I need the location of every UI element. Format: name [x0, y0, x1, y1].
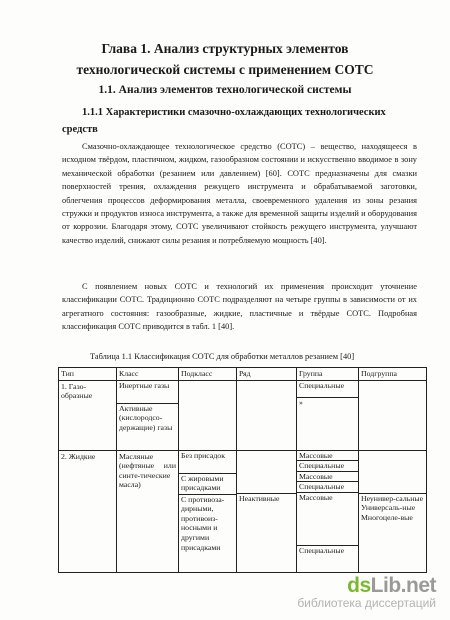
body-paragraph-1: Смазочно-охлаждающее технологическое средство (СОТС) – вещество, находящееся в исходном твёрдом, пластичном, жидком, газообразном состоянии и искусственно вводимое в зону механической обработки (резанием или давлением) [60]. СОТС предназначены для смазки поверхностей трения, охлаждения режущего инструмента и обрабатываемой заготовки, облегчения процессов деформирования металла, своевременного удаления из зоны резания стружки и продуктов износа инструмента, а также для временной защиты изделий и оборудования от коррозии. Благодаря этому, СОТС увеличивают стойкость режущего инструмента, улучшают качество изделий, снижают силы резания и потребляемую мощность [40]. — [62, 142, 417, 245]
table-header-cell: Подкласс — [179, 368, 237, 381]
table-cell: Неактивные — [237, 450, 297, 572]
classification-table — [58, 367, 427, 573]
table-caption: Таблица 1.1 Классификация СОТС для обработки металлов резанием [40] — [90, 352, 355, 361]
table-cell: Без присадок С жировыми присадками С противоза-дирными, противоиз-носными и другими присадками — [179, 450, 237, 572]
chapter-title — [0, 38, 450, 80]
table-header-cell: Подгруппа — [359, 368, 427, 381]
table-header-cell: Ряд — [237, 368, 297, 381]
table-row — [59, 450, 427, 572]
table-cell: Массовые Специальные Массовые Специальные Массовые Специальные — [297, 450, 359, 572]
table-cell: Неунивер-сальные Универсаль-ные Многоцеле-вые — [359, 450, 427, 572]
table-header-cell: Группа — [297, 368, 359, 381]
subsection-title — [62, 104, 402, 138]
watermark — [297, 574, 436, 610]
table-cell: Инертные газы Активные (кислородсо-держащие) газы — [117, 380, 179, 450]
chapter-title-line1: Глава 1. Анализ структурных элементов — [101, 41, 349, 56]
section-title: 1.1. Анализ элементов технологической системы — [98, 84, 352, 96]
body-paragraph-2: С появлением новых СОТС и технологий их применения происходит уточнение классификации СОТС. Традиционно СОТС подразделяют на четыре группы в зависимости от их агрегатного состояния: газообразные, жидкие, пластичные и твёрдые СОТС. Подробная классификация СОТС приводится в табл. 1 [40]. — [62, 282, 417, 332]
table-cell: 1. Газо-образные — [59, 380, 117, 450]
table-header-cell: Тип — [59, 368, 117, 381]
table-cell — [359, 380, 427, 450]
table-row — [59, 380, 427, 450]
watermark-subtitle: библиотека диссертаций — [297, 596, 436, 610]
table-header-cell: Класс — [117, 368, 179, 381]
table-cell — [179, 380, 237, 450]
table-cell: Специальные » — [297, 380, 359, 450]
table-cell — [237, 380, 297, 450]
table-header-row — [59, 368, 427, 381]
table-cell: Масляные (нефтяные или синте-тические масла) — [117, 450, 179, 572]
table-cell: 2. Жидкие — [59, 450, 117, 572]
subsection-title-line1: 1.1.1 Характеристики смазочно-охлаждающих технологических — [82, 107, 386, 118]
subsection-title-line2: средств — [62, 124, 98, 135]
watermark-logo: dsLib.net — [347, 574, 436, 597]
chapter-title-line2: технологической системы с применением СОТС — [76, 62, 374, 77]
